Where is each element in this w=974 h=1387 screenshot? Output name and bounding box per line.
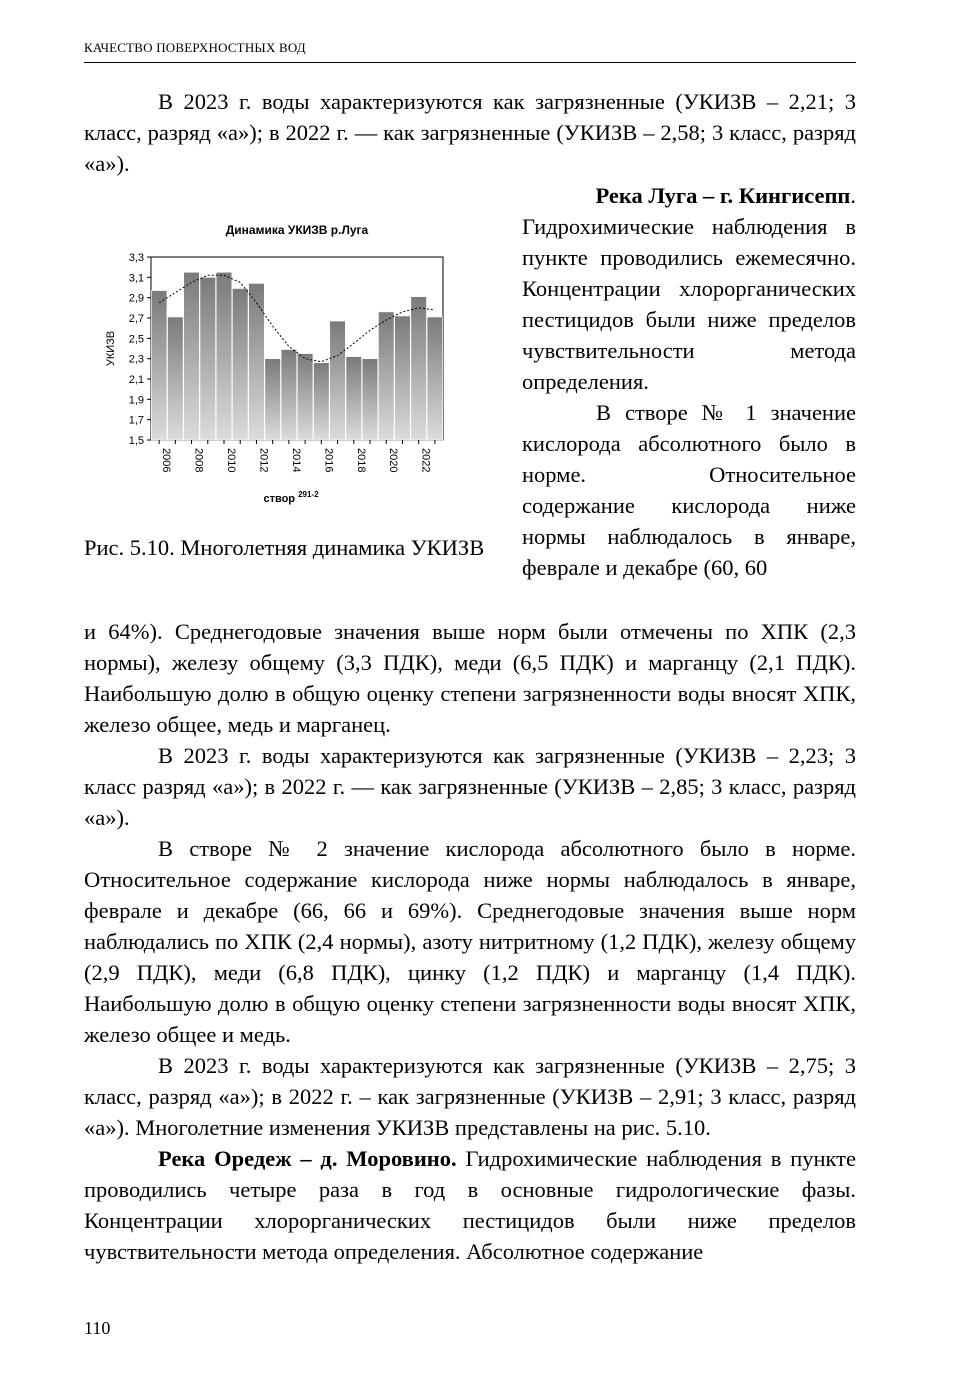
y-axis-label: УКИЗВ xyxy=(105,330,117,367)
bar xyxy=(411,297,427,440)
x-tick-label: 2012 xyxy=(257,448,270,473)
bar xyxy=(232,289,248,440)
x-tick-label: 2006 xyxy=(160,448,173,473)
y-tick-label: 2,1 xyxy=(128,374,144,386)
bar xyxy=(184,272,200,440)
paragraph-1: В 2023 г. воды характеризуются как загрязненные (УКИЗВ – 2,21; 3 класс, разряд «а»); в 2022 г. — как загрязненные (УКИЗВ – 2,58; 3 класс, разряд «а»). xyxy=(84,89,856,176)
bar xyxy=(216,272,232,440)
bar xyxy=(314,363,330,440)
bar xyxy=(297,354,313,440)
oredezh-heading: Река Оредеж – д. Моровино. xyxy=(158,1146,457,1171)
paragraph-4: В створе № 2 значение кислорода абсолютного было в норме. Относительное содержание кислорода ниже нормы наблюдалось в январе, феврале и декабре (66, 66 и 69%). Среднегодовые значения выше норм наблюдались по ХПК (2,4 нормы), азоту нитритному (1,2 ПДК), железу общему (2,9 ПДК), меди (6,8 ПДК), цинку (1,2 ПДК) и марганцу (1,4 ПДК). Наибольшую долю в общую оценку степени загрязненности воды вносят ХПК, железо общее и медь. xyxy=(84,836,856,1047)
running-head: КАЧЕСТВО ПОВЕРХНОСТНЫХ ВОД xyxy=(84,40,856,63)
bar xyxy=(346,357,362,440)
luga-heading xyxy=(522,180,856,211)
figure-caption: Рис. 5.10. Многолетняя динамика УКИЗВ xyxy=(84,535,485,560)
paragraph-6-text: Гидрохимические наблюдения в пункте проводились четыре раза в год в основные гидрологические фазы. Концентрации хлорорганических пестицидов были ниже пределов чувствительности метода определения. Абсолютное содержание xyxy=(84,1146,856,1264)
paragraph-3: В 2023 г. воды характеризуются как загрязненные (УКИЗВ – 2,23; 3 класс разряд «а»); в 2022 г. — как загрязненные (УКИЗВ – 2,85; 3 класс, разряд «а»). xyxy=(84,743,856,830)
bar xyxy=(249,283,265,440)
x-axis-label-sup: 291-2 xyxy=(298,490,319,499)
paragraph-continuation: и 64%). Среднегодовые значения выше норм были отмечены по ХПК (2,3 нормы), железу общему (3,3 ПДК), меди (6,5 ПДК) и марганцу (2,1 ПДК). Наибольшую долю в общую оценку степени загрязненности воды вносят ХПК, железо общее, медь и марганец. xyxy=(84,619,856,737)
bar xyxy=(151,291,167,440)
luga-paragraph-2: В створе № 1 значение кислорода абсолютного было в норме. Относительное содержание кислорода ниже нормы наблюдалось в январе, феврале и декабре (60, 60 xyxy=(522,400,856,580)
bar xyxy=(330,321,346,440)
luga-paragraph-1: Гидрохимические наблюдения в пункте проводились ежемесячно. Концентрации хлорорганических пестицидов были ниже пределов чувствительности метода определения. xyxy=(522,214,856,394)
x-axis-label-main: створ xyxy=(263,493,299,505)
y-tick-label: 3,1 xyxy=(128,272,144,285)
y-tick-label: 3,3 xyxy=(128,252,144,264)
x-tick-label: 2014 xyxy=(289,448,302,473)
y-tick-label: 1,9 xyxy=(128,394,144,407)
y-tick-label: 1,7 xyxy=(128,414,144,427)
ukizv-chart xyxy=(84,210,504,510)
main-text xyxy=(84,616,856,1267)
bar xyxy=(378,312,394,440)
x-tick-label: 2010 xyxy=(225,448,237,473)
y-tick-label: 2,3 xyxy=(128,353,144,366)
y-tick-label: 2,9 xyxy=(128,292,144,305)
x-tick-label: 2020 xyxy=(387,448,400,473)
bar xyxy=(168,317,184,440)
bar xyxy=(265,359,281,440)
figure xyxy=(84,210,504,520)
x-tick-label: 2022 xyxy=(419,448,432,473)
x-axis-label xyxy=(263,490,319,505)
bar xyxy=(281,350,297,440)
bar xyxy=(395,316,411,440)
paragraph-intro xyxy=(84,86,856,179)
chart-title: Динамика УКИЗВ р.Луга xyxy=(225,223,369,237)
x-tick-label: 2016 xyxy=(322,448,335,473)
y-tick-label: 2,7 xyxy=(128,313,144,325)
y-tick-label: 2,5 xyxy=(128,333,144,346)
bar xyxy=(200,277,216,440)
x-tick-label: 2008 xyxy=(192,448,205,473)
bar xyxy=(362,359,378,440)
page-number: 110 xyxy=(84,1318,111,1338)
bar xyxy=(427,317,443,440)
luga-heading-dot: . xyxy=(850,183,856,208)
paragraph-6 xyxy=(84,1143,856,1267)
y-tick-label: 1,5 xyxy=(128,435,144,447)
luga-heading-text: Река Луга – г. Кингисепп xyxy=(595,183,851,208)
side-column xyxy=(522,180,856,583)
paragraph-5: В 2023 г. воды характеризуются как загрязненные (УКИЗВ – 2,75; 3 класс, разряд «а»); в 2022 г. – как загрязненные (УКИЗВ – 2,91; 3 класс, разряд «а»). Многолетние изменения УКИЗВ представлены на рис. 5.10. xyxy=(84,1053,856,1140)
x-tick-label: 2018 xyxy=(354,448,367,473)
